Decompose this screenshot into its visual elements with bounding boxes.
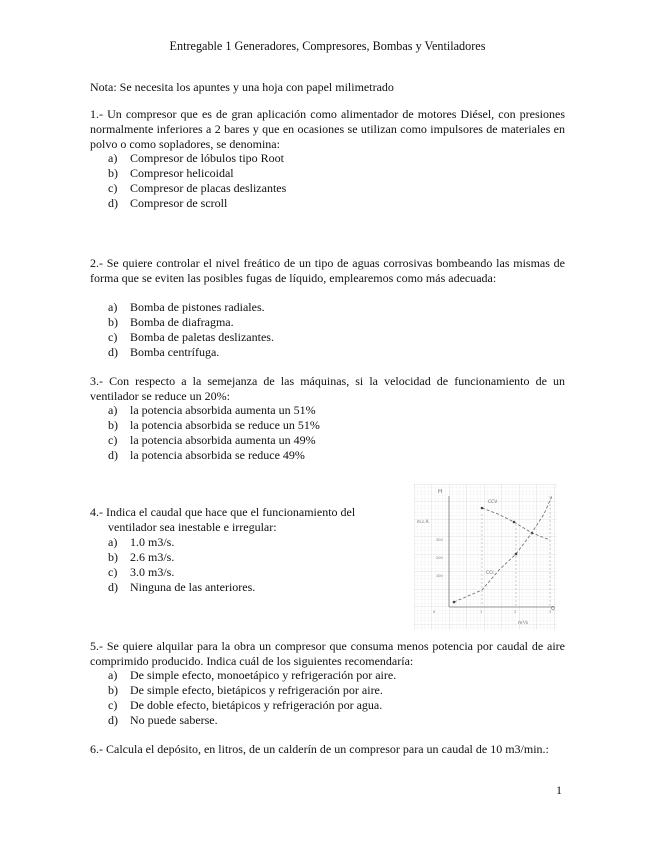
page-number: 1 — [556, 783, 562, 797]
x-unit-label: m³/s — [518, 621, 529, 626]
question-1-option-d: d) Compresor de scroll — [108, 196, 228, 210]
question-5-option-b: b) De simple efecto, bietápicos y refrigeración por aire. — [108, 683, 383, 697]
question-2-option-a: a) Bomba de pistones radiales. — [108, 300, 265, 314]
question-5-option-c: c) De doble efecto, bietápicos y refrigeración por agua. — [108, 698, 383, 712]
note: Nota: Se necesita los apuntes y una hoja con papel milimetrado — [90, 80, 394, 94]
ccv-point — [481, 507, 484, 510]
y-tick-200: 200 — [436, 556, 443, 560]
y-unit-label: m.c.A. — [417, 519, 430, 524]
question-6-text: 6.- Calcula el depósito, en litros, de un calderín de un compresor para un caudal de 10 m3/min.: — [90, 742, 549, 756]
question-3-text: 3.- Con respecto a la semejanza de las máquinas, si la velocidad de funcionamiento de un ventilador se reduce un 20%: — [90, 374, 565, 403]
x-tick-2: 2 — [514, 610, 517, 614]
y-axis-label: H — [438, 489, 443, 495]
question-1-text: 1.- Un compresor que es de gran aplicación como alimentador de motores Diésel, con presiones normalmente inferiores a 2 bares y que en ocasiones se utilizan como impulsores de materiales en polvo o como sopladores, se denomina: — [90, 107, 565, 151]
cci-point — [453, 601, 456, 604]
x-axis-label: Q — [551, 606, 555, 612]
question-4-option-a: a) 1.0 m3/s. — [108, 535, 175, 549]
question-1-option-a: a) Compresor de lóbulos tipo Root — [108, 151, 284, 165]
question-5-option-a: a) De simple efecto, monoetápico y refrigeración por aire. — [108, 668, 397, 682]
question-3-option-d: d) la potencia absorbida se reduce 49% — [108, 448, 305, 462]
question-4-option-b: b) 2.6 m3/s. — [108, 550, 175, 564]
question-5-option-d: d) No puede saberse. — [108, 713, 218, 727]
question-4-option-d: d) Ninguna de las anteriores. — [108, 580, 256, 594]
y-tick-100: 100 — [436, 574, 443, 578]
cci-point — [515, 553, 518, 556]
x-tick-1: 1 — [480, 610, 483, 614]
x-tick-3: 3 — [549, 610, 552, 614]
question-2-option-d: d) Bomba centrífuga. — [108, 345, 220, 359]
question-3-option-c: c) la potencia absorbida aumenta un 49% — [108, 433, 316, 447]
question-2-option-c: c) Bomba de paletas deslizantes. — [108, 330, 274, 344]
x-tick-0: 0 — [433, 610, 436, 614]
question-2-text: 2.- Se quiere controlar el nivel freático de un tipo de aguas corrosivas bombeando las mismas de forma que se eviten las posibles fugas de líquido, emplearemos como más adecuada: — [90, 256, 565, 285]
fan-curve-graph — [414, 484, 557, 630]
question-4-option-c: c) 3.0 m3/s. — [108, 565, 175, 579]
ccv-point — [513, 521, 516, 524]
question-4-text-line2: ventilador sea inestable e irregular: — [108, 520, 277, 534]
cci-label: CCI — [486, 571, 494, 576]
ccv-label: CCV — [488, 500, 498, 505]
question-3-option-b: b) la potencia absorbida se reduce un 51% — [108, 418, 320, 432]
question-3-option-a: a) la potencia absorbida aumenta un 51% — [108, 403, 316, 417]
page-title: Entregable 1 Generadores, Compresores, Bombas y Ventiladores — [169, 39, 486, 53]
question-2-option-b: b) Bomba de diafragma. — [108, 315, 234, 329]
y-tick-300: 300 — [436, 538, 443, 542]
question-1-option-c: c) Compresor de placas deslizantes — [108, 181, 287, 195]
question-5-text: 5.- Se quiere alquilar para la obra un compresor que consuma menos potencia por caudal de aire comprimido producido. Indica cuál de los siguientes recomendaría: — [90, 639, 565, 668]
question-1-option-b: b) Compresor helicoidal — [108, 166, 234, 180]
question-4-text-line1: 4.- Indica el caudal que hace que el funcionamiento del — [90, 505, 356, 519]
